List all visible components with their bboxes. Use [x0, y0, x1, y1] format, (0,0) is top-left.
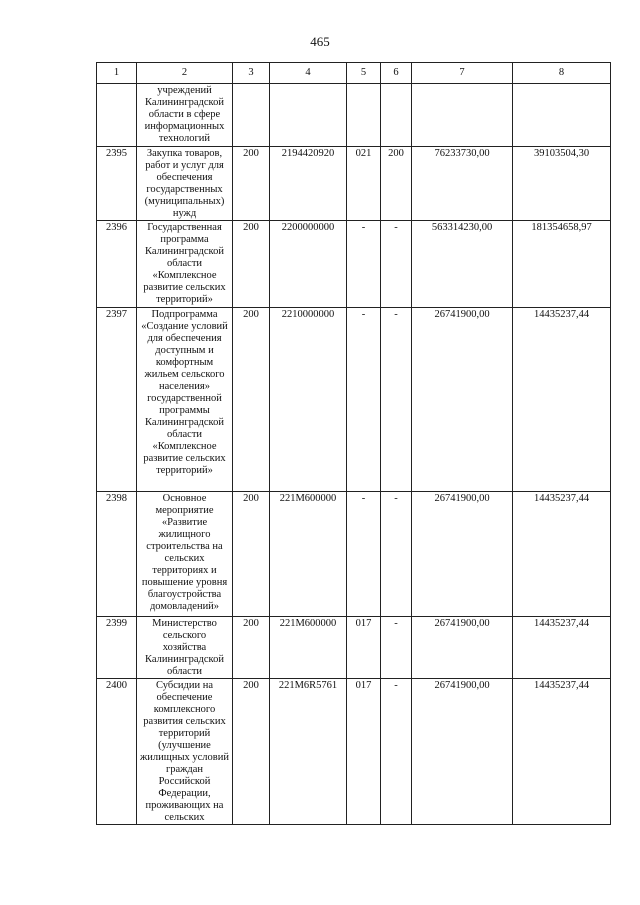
- row-name: Основное мероприятие «Развитие жилищного строительства на сельских территориях и повышение уровня благоустройства домовладений»: [137, 492, 233, 617]
- row-amount-8: 39103504,30: [513, 147, 611, 221]
- row-col5: 021: [347, 147, 381, 221]
- table-row: [97, 492, 611, 617]
- header-row: [97, 63, 611, 84]
- row-amount-8: 14435237,44: [513, 679, 611, 825]
- row-amount-8: 14435237,44: [513, 492, 611, 617]
- row-col5: -: [347, 308, 381, 492]
- row-number: 2397: [97, 308, 137, 492]
- column-header: 2: [137, 63, 233, 84]
- row-amount-8: 181354658,97: [513, 221, 611, 308]
- row-amount-8: 14435237,44: [513, 617, 611, 679]
- row-amount-7: 76233730,00: [412, 147, 513, 221]
- row-number: 2396: [97, 221, 137, 308]
- row-code: [270, 84, 347, 147]
- column-header: 8: [513, 63, 611, 84]
- row-amount-7: 26741900,00: [412, 308, 513, 492]
- row-code: 2200000000: [270, 221, 347, 308]
- row-col5: -: [347, 492, 381, 617]
- row-amount-8: 14435237,44: [513, 308, 611, 492]
- row-col5: -: [347, 221, 381, 308]
- column-header: 6: [381, 63, 412, 84]
- table-row: [97, 84, 611, 147]
- table-row: [97, 679, 611, 825]
- row-name: Закупка товаров, работ и услуг для обеспечения государственных (муниципальных) нужд: [137, 147, 233, 221]
- row-col3: 200: [233, 492, 270, 617]
- table-row: [97, 617, 611, 679]
- row-amount-7: [412, 84, 513, 147]
- row-code: 2210000000: [270, 308, 347, 492]
- row-amount-7: 563314230,00: [412, 221, 513, 308]
- row-col6: -: [381, 308, 412, 492]
- row-col6: [381, 84, 412, 147]
- row-number: 2398: [97, 492, 137, 617]
- row-name: Государственная программа Калининградской области «Комплексное развитие сельских территорий»: [137, 221, 233, 308]
- page-number: 465: [310, 34, 330, 49]
- table-row: [97, 308, 611, 492]
- row-name: Подпрограмма «Создание условий для обеспечения доступным и комфортным жильем сельского населения» государственной программы Калининградской области «Комплексное развитие сельских территорий»: [137, 308, 233, 492]
- row-col3: 200: [233, 221, 270, 308]
- row-number: 2399: [97, 617, 137, 679]
- row-col6: -: [381, 679, 412, 825]
- row-code: 221М600000: [270, 492, 347, 617]
- row-col5: 017: [347, 679, 381, 825]
- row-number: 2395: [97, 147, 137, 221]
- row-col3: 200: [233, 308, 270, 492]
- column-header: 4: [270, 63, 347, 84]
- column-header: 5: [347, 63, 381, 84]
- row-col6: -: [381, 492, 412, 617]
- row-col6: -: [381, 221, 412, 308]
- row-code: 221М6R5761: [270, 679, 347, 825]
- row-code: 221М600000: [270, 617, 347, 679]
- row-col3: 200: [233, 679, 270, 825]
- row-col3: 200: [233, 617, 270, 679]
- row-col3: 200: [233, 147, 270, 221]
- column-header: 7: [412, 63, 513, 84]
- row-col3: [233, 84, 270, 147]
- table-row: [97, 221, 611, 308]
- row-col6: -: [381, 617, 412, 679]
- column-header: 3: [233, 63, 270, 84]
- row-col5: 017: [347, 617, 381, 679]
- row-col6: 200: [381, 147, 412, 221]
- table-row: [97, 147, 611, 221]
- column-header: 1: [97, 63, 137, 84]
- row-col5: [347, 84, 381, 147]
- row-number: [97, 84, 137, 147]
- row-code: 2194420920: [270, 147, 347, 221]
- row-amount-7: 26741900,00: [412, 617, 513, 679]
- row-amount-7: 26741900,00: [412, 492, 513, 617]
- row-name: учреждений Калининградской области в сфере информационных технологий: [137, 84, 233, 147]
- budget-table: [96, 62, 611, 825]
- row-number: 2400: [97, 679, 137, 825]
- row-amount-7: 26741900,00: [412, 679, 513, 825]
- row-name: Министерство сельского хозяйства Калининградской области: [137, 617, 233, 679]
- row-name: Субсидии на обеспечение комплексного развития сельских территорий (улучшение жилищных условий граждан Российской Федерации, проживающих на сельских: [137, 679, 233, 825]
- row-amount-8: [513, 84, 611, 147]
